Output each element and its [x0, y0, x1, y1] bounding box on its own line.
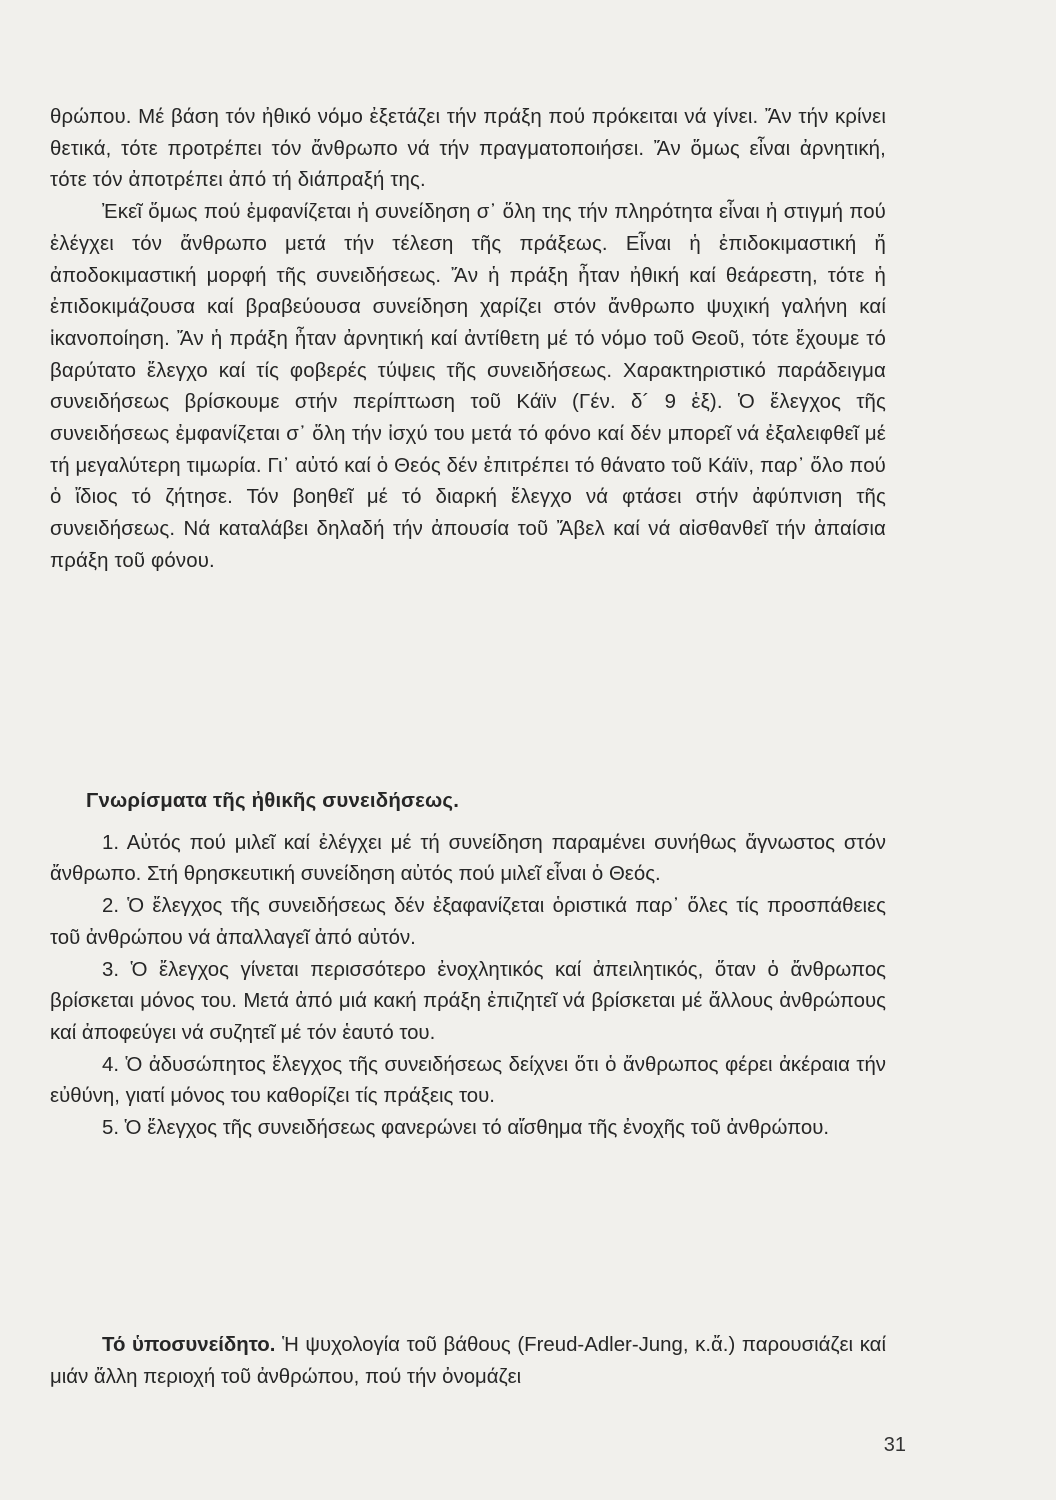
paragraph: Ἐκεῖ ὅμως πού ἐμφανίζεται ἡ συνείδηση σ᾽ ὅλη της τήν πληρότητα εἶναι ἡ στιγμή πού ἐλέγχει τόν ἄνθρωπο μετά τήν τέλεση τῆς πράξεως. Εἶναι ἡ ἐπιδοκιμαστική ἤ ἀποδοκιμαστική μορφή τῆς συνειδήσεως. Ἄν ἡ πράξη ἦταν ἠθική καί θεάρεστη, τότε ἡ ἐπιδοκιμάζουσα καί βραβεύουσα συνείδηση χαρίζει στόν ἄνθρωπο ψυχική γαλήνη καί ἱκανοποίηση. Ἄν ἡ πράξη ἦταν ἀρνητική καί ἀντίθετη μέ τό νόμο τοῦ Θεοῦ, τότε ἔχουμε τό βαρύτατο ἔλεγχο καί τίς φοβερές τύψεις τῆς συνειδήσεως. Χαρακτηριστικό παράδειγμα συνειδήσεως βρίσκουμε στήν περίπτωση τοῦ Κάϊν (Γέν. δ´ 9 ἑξ). Ὁ ἔλεγχος τῆς συνειδήσεως ἐμφανίζεται σ᾽ ὅλη τήν ἰσχύ του μετά τό φόνο καί δέν μπορεῖ νά ἐξαλειφθεῖ μέ τή μεγαλύτερη τιμωρία. Γι᾽ αὐτό καί ὁ Θεός δέν ἐπιτρέπει τό θάνατο τοῦ Κάϊν, παρ᾽ ὅλο πού ὁ ἴδιος τό ζήτησε. Τόν βοηθεῖ μέ τό διαρκή ἔλεγχο νά φτάσει στήν ἀφύπνιση τῆς συνειδήσεως. Νά καταλάβει δηλαδή τήν ἀπουσία τοῦ Ἄβελ καί νά αἰσθανθεῖ τήν ἀπαίσια πράξη τοῦ φόνου. — [50, 201, 886, 572]
subconscious-section — [50, 1330, 886, 1393]
list-item: 5. Ὁ ἔλεγχος τῆς συνειδήσεως φανερώνει τό αἴσθημα τῆς ἐνοχῆς τοῦ ἀνθρώπου. — [102, 1117, 830, 1140]
section-heading: Γνωρίσματα τῆς ἠθικῆς συνειδήσεως. — [86, 790, 460, 812]
main-text — [50, 102, 886, 578]
characteristics-list — [50, 828, 886, 1145]
paragraph: θρώπου. Μέ βάση τόν ἠθικό νόμο ἐξετάζει τήν πράξη πού πρόκειται νά γίνει. Ἄν τήν κρίνει θετικά, τότε προτρέπει τόν ἄνθρωπο νά τήν πραγματοποιήσει. Ἄν ὅμως εἶναι ἀρνητική, τότε τόν ἀποτρέπει ἀπό τή διάπραξή της. — [50, 106, 886, 192]
list-item: 1. Αὐτός πού μιλεῖ καί ἐλέγχει μέ τή συνείδηση παραμένει συνήθως ἄγνωστος στόν ἄνθρωπο. Στή θρησκευτική συνείδηση αὐτός πού μιλεῖ εἶναι ὁ Θεός. — [50, 831, 886, 886]
subsection-title: Τό ὑποσυνείδητο. — [102, 1334, 276, 1356]
list-item: 2. Ὁ ἔλεγχος τῆς συνειδήσεως δέν ἐξαφανίζεται ὁριστικά παρ᾽ ὅλες τίς προσπάθειες τοῦ ἀνθρώπου νά ἀπαλλαγεῖ ἀπό αὐτόν. — [50, 895, 886, 949]
characteristics-section — [50, 786, 886, 1145]
list-item: 3. Ὁ ἔλεγχος γίνεται περισσότερο ἐνοχλητικός καί ἀπειλητικός, ὅταν ὁ ἄνθρωπος βρίσκεται μόνος του. Μετά ἀπό μιά κακή πράξη ἐπιζητεῖ νά βρίσκεται μέ ἄλλους ἀνθρώπους καί ἀποφεύγει νά συζητεῖ μέ τόν ἑαυτό του. — [50, 958, 886, 1044]
page-number: 31 — [883, 1434, 906, 1456]
subsection-text: Ἡ ψυχολογία τοῦ βάθους (Freud-Adler-Jung, κ.ἄ.) παρουσιάζει καί μιάν ἄλλη περιοχή τοῦ ἀνθρώπου, πού τήν ὀνομάζει — [50, 1334, 887, 1388]
subsection-paragraph — [50, 1330, 886, 1393]
list-item: 4. Ὁ ἀδυσώπητος ἔλεγχος τῆς συνειδήσεως δείχνει ὅτι ὁ ἄνθρωπος φέρει ἀκέραια τήν εὐθύνη, γιατί μόνος του καθορίζει τίς πράξεις του. — [50, 1053, 886, 1108]
